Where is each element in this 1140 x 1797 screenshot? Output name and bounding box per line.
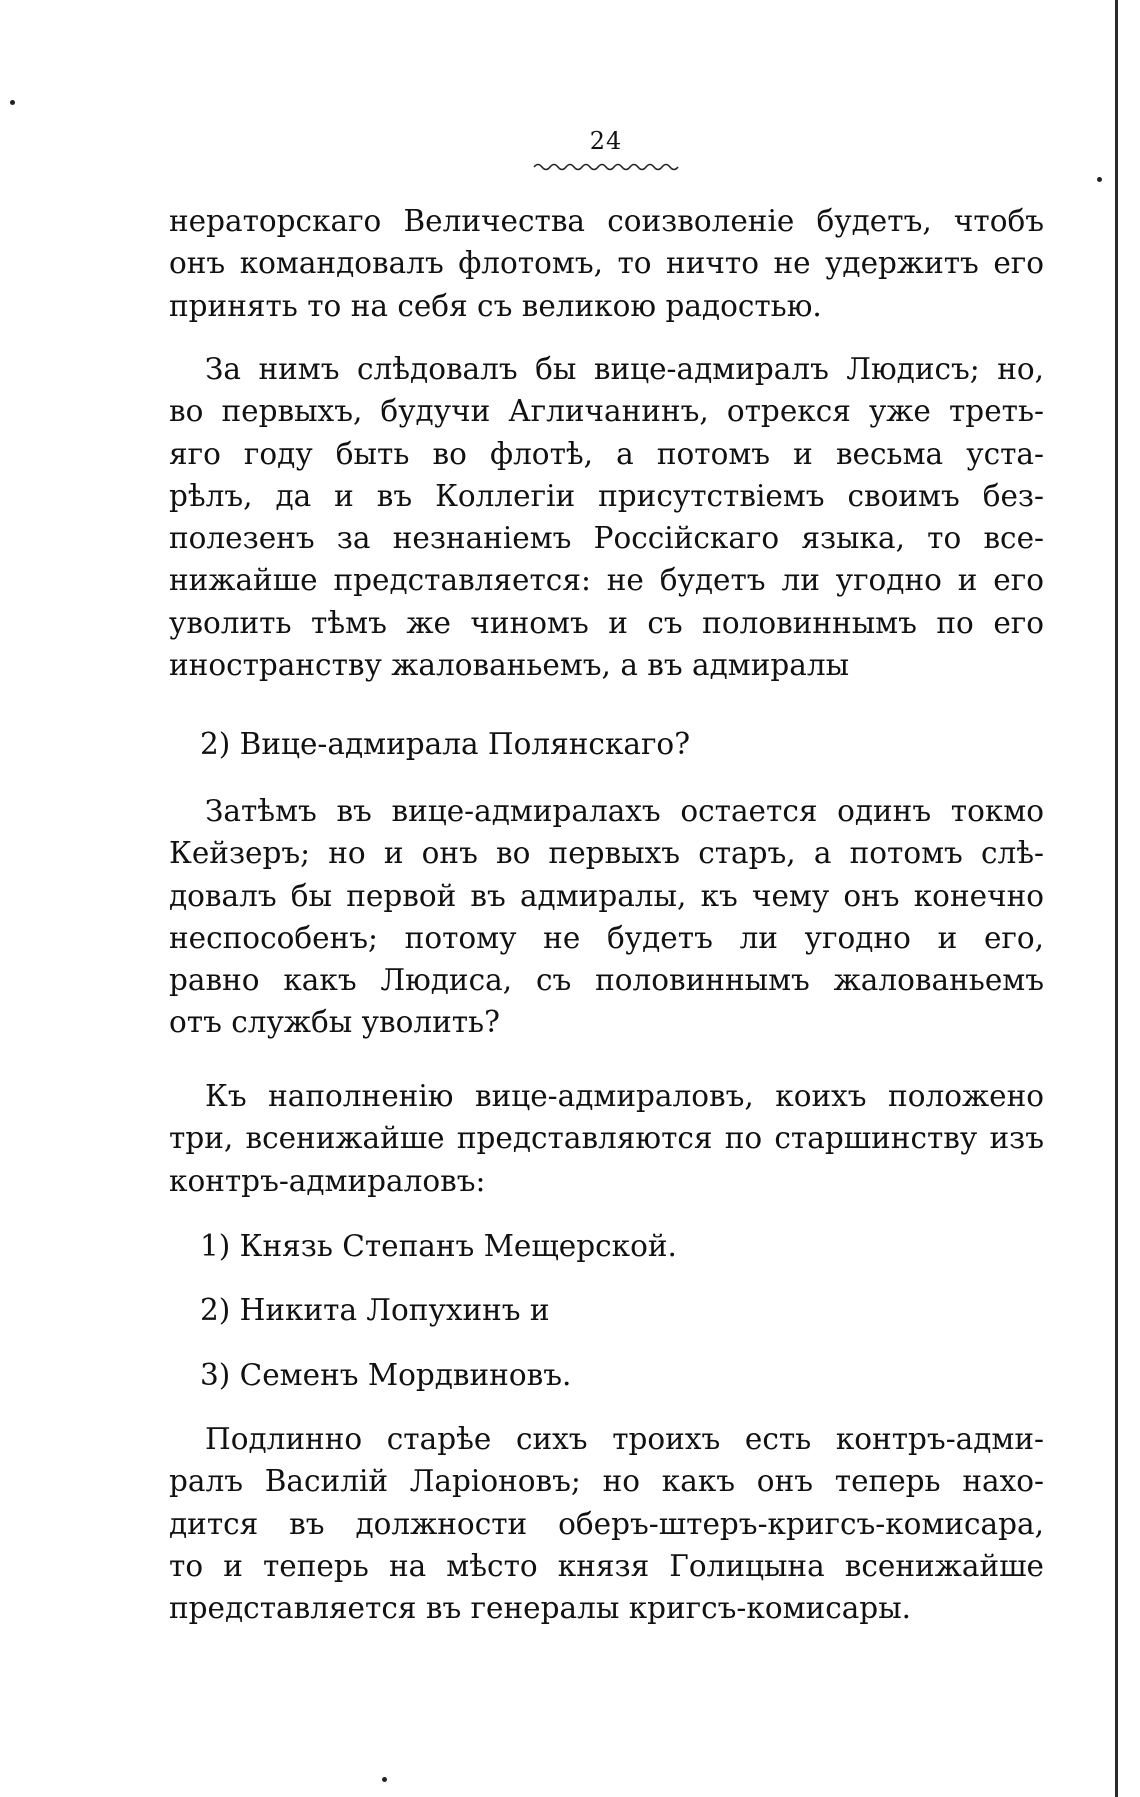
- print-speck: [10, 100, 15, 105]
- text-line: иностранству жалованьемъ, а въ адмиралы: [169, 648, 850, 683]
- list-item: 3) Семенъ Мордвиновъ.: [200, 1358, 572, 1392]
- list-item: 2) Вице-адмирала Полянскаго?: [200, 727, 691, 761]
- text-line: За нимъ слѣдовалъ бы вице-адмиралъ Людисъ; но,: [205, 352, 1044, 386]
- text-line: уволить тѣмъ же чиномъ и съ половиннымъ по его: [169, 605, 1044, 640]
- text-line: ралъ Василій Ларіоновъ; но какъ онъ теперь нахо-: [169, 1464, 1044, 1499]
- list-item: 1) Князь Степанъ Мещерской.: [200, 1229, 677, 1263]
- text-line: три, всенижайше представляются по старшинству изъ: [169, 1121, 1044, 1156]
- text-line: нераторскаго Величества соизволеніе будетъ, чтобъ: [169, 204, 1044, 238]
- paragraph-5: [169, 1075, 1044, 1202]
- text-line: яго году быть во флотѣ, а потомъ и весьма уста-: [169, 436, 1044, 471]
- page-number: 24: [589, 127, 623, 155]
- text-line: равно какъ Людиса, съ половиннымъ жалованьемъ: [169, 963, 1044, 998]
- text-line: принять то на себя съ великою радостью.: [169, 288, 822, 323]
- text-line: то и теперь на мѣсто князя Голицына всенижайше: [169, 1548, 1044, 1583]
- paragraph-4: [169, 790, 1044, 1044]
- text-line: дится въ должности оберъ-штеръ-кригсъ-комисара,: [169, 1506, 1044, 1541]
- text-line: Къ наполненію вице-адмираловъ, коихъ положено: [205, 1079, 1044, 1113]
- page-edge-line: [1115, 0, 1118, 1797]
- text-line: отъ службы уволить?: [169, 1005, 500, 1040]
- print-speck: [1097, 177, 1102, 182]
- text-line: рѣлъ, да и въ Коллегіи присутствіемъ своимъ без-: [169, 478, 1044, 513]
- list-item: 2) Никита Лопухинъ и: [200, 1293, 550, 1327]
- text-line: нижайше представляется: не будетъ ли угодно и его: [169, 563, 1044, 598]
- paragraph-1: [169, 200, 1044, 327]
- text-line: Затѣмъ въ вице-адмиралахъ остается одинъ токмо: [205, 794, 1044, 828]
- text-line: Кейзеръ; но и онъ во первыхъ старъ, а потомъ слѣ-: [169, 836, 1044, 871]
- text-line: представляется въ генералы кригсъ-комисары.: [169, 1591, 912, 1626]
- print-speck: [382, 1777, 387, 1782]
- paragraph-9: [169, 1418, 1044, 1629]
- text-line: Подлинно старѣе сихъ троихъ есть контръ-адми-: [205, 1422, 1044, 1456]
- text-line: контръ-адмираловъ:: [169, 1163, 486, 1198]
- text-line: полезенъ за незнаніемъ Россійскаго языка, то все-: [169, 521, 1044, 556]
- text-line: во первыхъ, будучи Агличанинъ, отрекся уже треть-: [169, 394, 1044, 429]
- text-line: онъ командовалъ флотомъ, то ничто не удержитъ его: [169, 246, 1044, 281]
- text-line: неспособенъ; потому не будетъ ли угодно и его,: [169, 920, 1044, 955]
- wavy-rule-ornament: [532, 160, 682, 172]
- paragraph-2: [169, 348, 1044, 686]
- text-line: довалъ бы первой въ адмиралы, къ чему онъ конечно: [169, 878, 1044, 913]
